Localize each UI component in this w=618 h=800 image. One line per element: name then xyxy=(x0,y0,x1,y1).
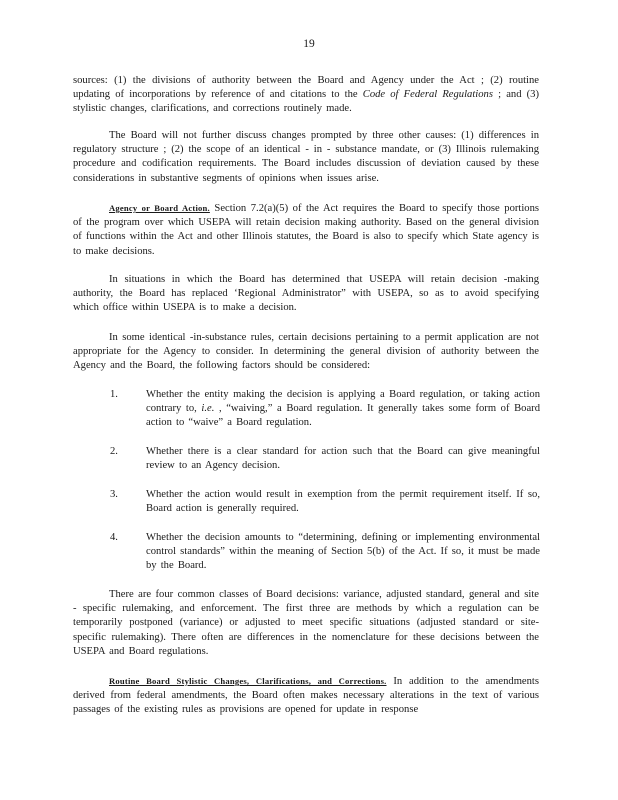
paragraph-sources xyxy=(73,74,539,117)
list-number: 4. xyxy=(110,532,118,543)
list-item-text xyxy=(146,388,540,431)
paragraph-sources-text-b: ; and (3) stylistic changes, clarifications, and corrections routinely made. xyxy=(73,89,539,115)
paragraph-other-causes: The Board will not further discuss changes prompted by three other causes: (1) differences in regulatory structure ; (2) the scope of an identical - in - substance mandate, or (3) Illinois rulemaking procedure and codification requirements. The Board includes discussion of deviation caused by these considerations in substantive segments of opinions when issues arise. xyxy=(73,130,539,184)
list-number: 3. xyxy=(110,489,118,500)
paragraph-board-decision-classes: There are four common classes of Board decisions: variance, adjusted standard, general and site - specific rulemaking, and enforcement. The first three are methods by which a regulation can be temporarily postponed (variance) or adjusted to meet specific situations (adjusted standard or site-specific rulemaking). There often are differences in the nomenclature for these decisions between the USEPA and Board regulations. xyxy=(73,589,539,657)
list-number: 2. xyxy=(110,446,118,457)
paragraph-permit-decisions: In some identical -in-substance rules, certain decisions pertaining to a permit application are not appropriate for the Agency to consider. In determining the general division of authority between the Agency and the Board, the following factors should be considered: xyxy=(73,332,539,372)
paragraph-routine-changes xyxy=(73,674,539,718)
list-item-text: Whether the decision amounts to “determining, defining or implementing environmental control standards” within the meaning of Section 5(b) of the Act. If so, it must be made by the Board. xyxy=(146,532,540,572)
list-item-text: Whether the action would result in exemption from the permit requirement itself. If so, Board action is generally required. xyxy=(146,489,540,515)
list-item-ie: i.e. xyxy=(201,403,215,415)
paragraph-agency-board-action-text: Section 7.2(a)(5) of the Act requires the Board to specify those portions of the program over which USEPA will retain decision making authority. Based on the general division of functions within the Act and other Illinois statutes, the Board is also to specify which State agency is to make decisions. xyxy=(73,203,539,257)
paragraph-usepa-authority: In situations in which the Board has determined that USEPA will retain decision -making authority, the Board has replaced ‘Regional Administrator” with USEPA, so as to avoid specifying which office within USEPA is to make a decision. xyxy=(73,274,539,314)
cfr-citation: Code of Federal Regulations xyxy=(362,89,493,101)
paragraph-routine-changes-text: In addition to the amendments derived from federal amendments, the Board often makes necessary alterations in the text of various passages of the existing rules as provisions are opened for update in response xyxy=(73,676,539,716)
list-number: 1. xyxy=(110,389,118,400)
list-item-text: Whether there is a clear standard for action such that the Board can give meaningful review to an Agency decision. xyxy=(146,446,540,472)
paragraph-sources-text-a: sources: (1) the divisions of authority between the Board and Agency under the Act ; (2) routine updating of incorporations by reference of and citations to the xyxy=(73,75,539,101)
section-heading-agency-board-action: Agency or Board Action. xyxy=(109,203,210,213)
list-item-text-a: Whether the entity making the decision is applying a Board regulation, or taking action contrary to, xyxy=(146,389,540,415)
page-number: 19 xyxy=(303,38,315,50)
paragraph-agency-board-action xyxy=(73,201,539,259)
list-item-text-b: , “waiving,” a Board regulation. It generally takes some form of Board action to “waive” a Board regulation. xyxy=(146,403,540,429)
section-heading-routine-changes: Routine Board Stylistic Changes, Clarifications, and Corrections. xyxy=(109,676,387,686)
